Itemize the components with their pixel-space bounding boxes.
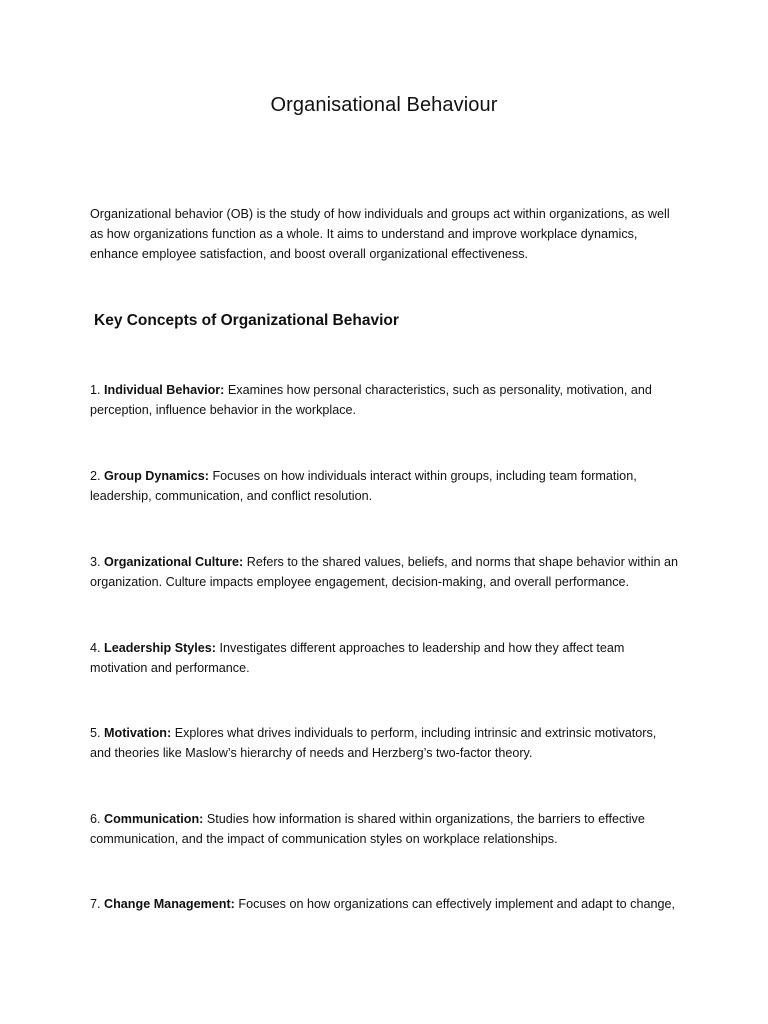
concept-item bbox=[90, 723, 680, 763]
concept-number: 7. bbox=[90, 897, 101, 911]
concept-description: Refers to the shared values, beliefs, and norms that shape behavior within an organization. Culture impacts employee engagement, decision-making, and overall performance. bbox=[90, 555, 679, 589]
concept-description: Focuses on how organizations can effectively implement and adapt to change, bbox=[238, 897, 675, 911]
concept-number: 1. bbox=[90, 383, 101, 397]
concept-item bbox=[90, 380, 680, 420]
document-title: Organisational Behaviour bbox=[270, 94, 498, 116]
concept-description: Investigates different approaches to leadership and how they affect team motivation and performance. bbox=[90, 641, 625, 675]
concept-term: Change Management: bbox=[104, 897, 235, 911]
concept-item bbox=[90, 638, 680, 678]
concept-description: Explores what drives individuals to perform, including intrinsic and extrinsic motivators, and theories like Maslow’s hierarchy of needs and Herzberg’s two-factor theory. bbox=[90, 726, 657, 760]
concept-item bbox=[90, 466, 680, 506]
concept-number: 4. bbox=[90, 641, 101, 655]
section-heading: Key Concepts of Organizational Behavior bbox=[94, 312, 399, 329]
concept-item bbox=[90, 552, 680, 592]
concept-item bbox=[90, 894, 680, 914]
concept-term: Group Dynamics: bbox=[104, 469, 209, 483]
concept-term: Communication: bbox=[104, 812, 204, 826]
concept-number: 5. bbox=[90, 726, 101, 740]
concept-term: Individual Behavior: bbox=[104, 383, 225, 397]
intro-paragraph: Organizational behavior (OB) is the study of how individuals and groups act within organizations, as well as how organizations function as a whole. It aims to understand and improve workplace dynamics, enhance employee satisfaction, and boost overall organizational effectiveness. bbox=[90, 207, 670, 261]
concept-number: 6. bbox=[90, 812, 101, 826]
concept-term: Organizational Culture: bbox=[104, 555, 244, 569]
concept-term: Leadership Styles: bbox=[104, 641, 217, 655]
concept-number: 2. bbox=[90, 469, 101, 483]
concept-description: Studies how information is shared within organizations, the barriers to effective communication, and the impact of communication styles on workplace relationships. bbox=[90, 812, 645, 846]
concept-term: Motivation: bbox=[104, 726, 172, 740]
concept-description: Focuses on how individuals interact within groups, including team formation, leadership, communication, and conflict resolution. bbox=[90, 469, 637, 503]
concept-number: 3. bbox=[90, 555, 101, 569]
concept-description: Examines how personal characteristics, such as personality, motivation, and perception, influence behavior in the workplace. bbox=[90, 383, 652, 417]
concept-item bbox=[90, 809, 680, 849]
